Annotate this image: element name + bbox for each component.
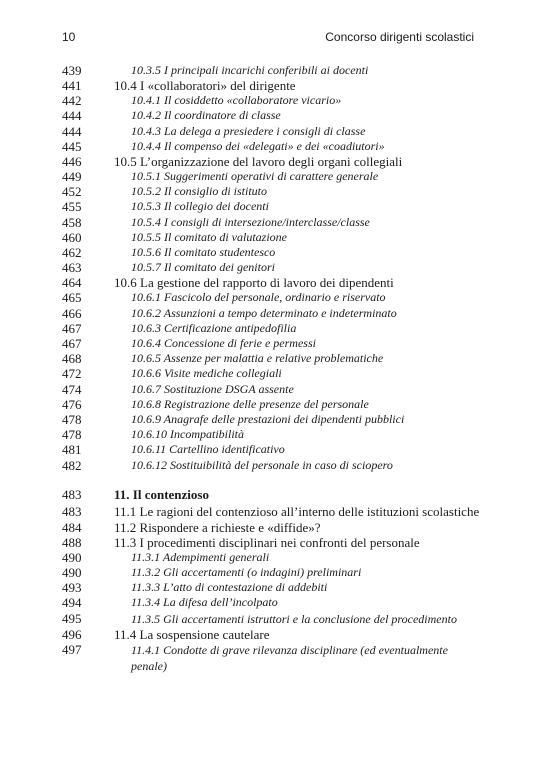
toc-subsection	[62, 550, 482, 565]
toc-subsection	[62, 245, 482, 260]
toc-page-number: 494	[62, 595, 82, 611]
toc-subsection	[62, 397, 482, 412]
toc-page-number: 483	[62, 503, 82, 519]
toc-entry-title: 10.5.4 I consigli di intersezione/interclasse/classe	[131, 214, 370, 229]
toc-subsection	[62, 169, 482, 184]
toc-page-number: 441	[62, 78, 82, 94]
toc-subsection	[62, 124, 482, 139]
toc-entry-title: 10.6.5 Assenze per malattia e relative problematiche	[131, 351, 384, 366]
toc-subsection	[62, 230, 482, 245]
toc-entry-title: 11.4.1 Condotte di grave rilevanza disciplinare (ed eventualmente penale)	[131, 642, 448, 673]
toc-entry-title: 10.5.6 Il comitato studentesco	[131, 245, 276, 260]
toc-entry-title: 10.6.9 Anagrafe delle prestazioni dei dipendenti pubblici	[131, 412, 405, 427]
toc-entry-title: 11.3 I procedimenti disciplinari nei confronti del personale	[114, 534, 420, 550]
toc-entry-title: 10.6.3 Certificazione antipedofilia	[131, 320, 297, 335]
toc-page-number: 481	[62, 442, 82, 458]
toc-page-number: 483	[62, 486, 82, 502]
toc-subsection	[62, 199, 482, 214]
toc-entry-title: 11. Il contenzioso	[114, 486, 209, 502]
toc-page-number: 463	[62, 260, 82, 276]
toc-page-number: 490	[62, 549, 82, 565]
toc-page-number: 446	[62, 154, 82, 170]
toc-page-number: 474	[62, 381, 82, 397]
toc-subsection	[62, 458, 482, 473]
toc-page-number: 490	[62, 565, 82, 581]
toc-subsection	[62, 139, 482, 154]
toc-entry-title: 10.3.5 I principali incarichi conferibili ai docenti	[131, 63, 369, 77]
toc-page-number: 455	[62, 199, 82, 215]
toc-entry-title: 10.5.7 Il comitato dei genitori	[131, 260, 275, 275]
toc-page-number: 493	[62, 580, 82, 596]
toc-section	[62, 154, 482, 169]
toc-entry-title: 10.6.11 Cartellino identificativo	[131, 442, 285, 457]
toc-entry-title: 10.5.2 Il consiglio di istituto	[131, 184, 268, 199]
toc-page-number: 464	[62, 275, 82, 291]
toc-subsection	[62, 611, 482, 627]
toc-subsection	[62, 351, 482, 366]
toc-subsection	[62, 366, 482, 381]
toc-entry-title: 10.4.2 Il coordinatore di classe	[131, 108, 281, 123]
toc-entry-title: 10.6.4 Concessione di ferie e permessi	[131, 336, 316, 351]
toc-subsection	[62, 565, 482, 580]
toc-page-number: 444	[62, 108, 82, 124]
toc-page-number: 495	[62, 610, 82, 626]
toc-entry-title: 10.4.1 Il cosiddetto «collaboratore vicario»	[131, 93, 342, 108]
toc-entry-title: 11.3.3 L’atto di contestazione di addebiti	[131, 580, 328, 595]
toc-entry-title: 10.5 L’organizzazione del lavoro degli organi collegiali	[114, 154, 403, 170]
toc-entry-title: 10.6.12 Sostituibilità del personale in caso di sciopero	[131, 457, 393, 472]
toc-subsection	[62, 184, 482, 199]
toc-subsection	[62, 93, 482, 108]
toc-entry-title: 11.1 Le ragioni del contenzioso all’interno delle istituzioni scolastiche	[114, 503, 480, 519]
table-of-contents	[62, 63, 482, 674]
toc-section	[62, 504, 482, 520]
page-number: 10	[62, 30, 76, 44]
toc-page-number: 484	[62, 519, 82, 535]
toc-chapter	[62, 487, 482, 502]
toc-page-number: 444	[62, 123, 82, 139]
toc-subsection	[62, 306, 482, 321]
toc-entry-title: 10.5.3 Il collegio dei docenti	[131, 199, 269, 214]
toc-section	[62, 520, 482, 535]
toc-page-number: 465	[62, 290, 82, 306]
toc-section	[62, 627, 482, 642]
toc-entry-title: 10.6.2 Assunzioni a tempo determinato e indeterminato	[131, 305, 397, 320]
toc-section	[62, 275, 482, 290]
toc-entry-title: 11.4 La sospensione cautelare	[114, 626, 270, 642]
toc-section	[62, 78, 482, 93]
toc-page-number: 497	[62, 641, 82, 657]
toc-entry-title: 10.6.8 Registrazione delle presenze del personale	[131, 396, 369, 411]
toc-page-number: 442	[62, 93, 82, 109]
toc-subsection	[62, 108, 482, 123]
toc-entry-title: 10.6 La gestione del rapporto di lavoro dei dipendenti	[114, 275, 394, 291]
toc-entry-title: 10.5.5 Il comitato di valutazione	[131, 229, 287, 244]
toc-page-number: 460	[62, 229, 82, 245]
toc-page-number: 496	[62, 626, 82, 642]
toc-page-number: 467	[62, 336, 82, 352]
toc-page-number: 445	[62, 138, 82, 154]
toc-entry-title: 10.4.3 La delega a presiedere i consigli di classe	[131, 123, 366, 138]
toc-subsection	[62, 382, 482, 397]
toc-subsection	[62, 336, 482, 351]
toc-page-number: 452	[62, 184, 82, 200]
toc-subsection	[62, 642, 482, 674]
toc-subsection	[62, 595, 482, 610]
toc-page-number: 478	[62, 427, 82, 443]
toc-page-number: 488	[62, 534, 82, 550]
toc-page-number: 468	[62, 351, 82, 367]
toc-subsection	[62, 215, 482, 230]
toc-subsection	[62, 442, 482, 457]
toc-subsection	[62, 427, 482, 442]
toc-page-number: 482	[62, 457, 82, 473]
toc-subsection	[62, 412, 482, 427]
running-title: Concorso dirigenti scolastici	[325, 30, 474, 44]
toc-subsection	[62, 580, 482, 595]
toc-entry-title: 11.3.2 Gli accertamenti (o indagini) preliminari	[131, 565, 362, 580]
toc-section	[62, 535, 482, 550]
toc-entry-title: 10.6.6 Visite mediche collegiali	[131, 366, 282, 381]
toc-entry-title: 10.6.10 Incompatibilità	[131, 427, 244, 442]
toc-page-number: 449	[62, 169, 82, 185]
toc-page-number: 458	[62, 214, 82, 230]
toc-page-number: 476	[62, 396, 82, 412]
toc-entry-title: 10.6.1 Fascicolo del personale, ordinario e riservato	[131, 290, 386, 305]
toc-entry-title: 11.2 Rispondere a richieste e «diffide»?	[114, 519, 321, 535]
toc-subsection	[62, 63, 482, 78]
toc-entry-title: 10.4 I «collaboratori» del dirigente	[114, 78, 296, 94]
toc-subsection	[62, 260, 482, 275]
toc-entry-title: 11.3.1 Adempimenti generali	[131, 549, 270, 564]
toc-entry-title: 11.3.5 Gli accertamenti istruttori e la conclusione del procedimento	[131, 611, 457, 626]
toc-page-number: 467	[62, 320, 82, 336]
running-header	[0, 30, 536, 46]
toc-entry-title: 11.3.4 La difesa dell’incolpato	[131, 595, 278, 610]
toc-page-number: 478	[62, 412, 82, 428]
toc-subsection	[62, 321, 482, 336]
toc-page-number: 462	[62, 245, 82, 261]
toc-entry-title: 10.6.7 Sostituzione DSGA assente	[131, 381, 294, 396]
toc-subsection	[62, 290, 482, 305]
toc-entry-title: 10.4.4 Il compenso dei «delegati» e dei «coadiutori»	[131, 138, 385, 153]
toc-page-number: 472	[62, 366, 82, 382]
toc-page-number: 466	[62, 305, 82, 321]
toc-page-number: 439	[62, 63, 82, 78]
toc-entry-title: 10.5.1 Suggerimenti operativi di carattere generale	[131, 169, 379, 184]
